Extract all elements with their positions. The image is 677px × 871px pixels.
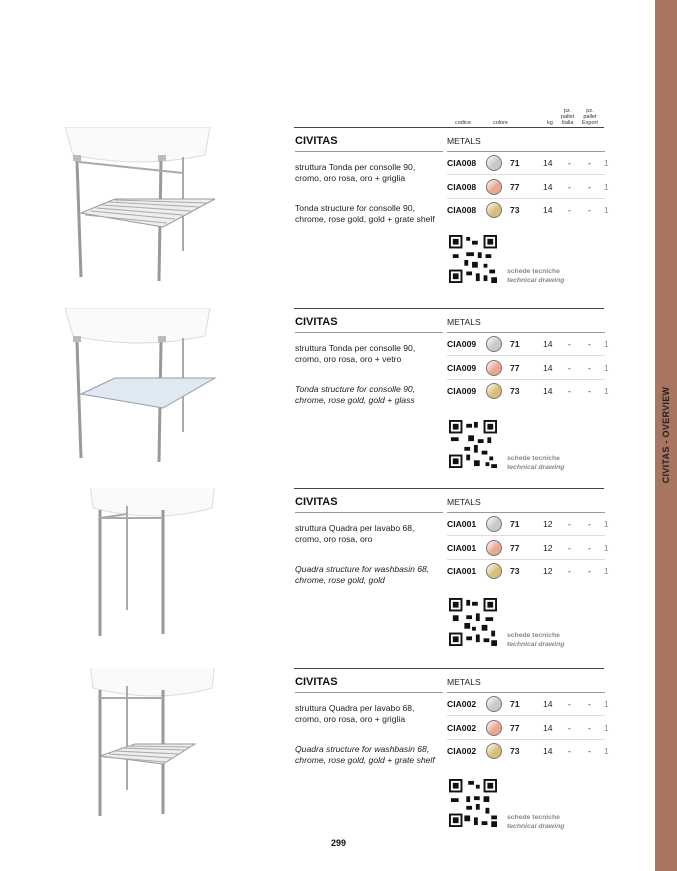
description-italian: struttura Quadra per lavabo 68, cromo, oro rosa, oro	[295, 523, 415, 544]
header-pallet-export: pz. pallet Export	[582, 108, 598, 126]
color-swatch-gold	[486, 743, 502, 759]
metals-divider	[447, 512, 605, 513]
pallet-italia: -	[568, 182, 571, 192]
color-swatch-gold	[486, 383, 502, 399]
product-image-square-grate	[55, 668, 225, 838]
pallet-export: -	[588, 746, 591, 756]
pallet-italia: -	[568, 723, 571, 733]
header-codice: codice	[455, 120, 471, 126]
table-row	[447, 200, 612, 220]
pallet-italia: -	[568, 699, 571, 709]
item-code: CIA001	[447, 566, 477, 576]
pallet-export: -	[588, 339, 591, 349]
color-code: 71	[510, 699, 520, 709]
color-code: 73	[510, 386, 520, 396]
title-divider	[295, 151, 443, 152]
product-block	[0, 127, 655, 307]
table-row	[447, 381, 612, 401]
product-title: CIVITAS	[295, 135, 338, 147]
section-divider	[294, 668, 604, 669]
item-code: CIA002	[447, 746, 477, 756]
product-title: CIVITAS	[295, 676, 338, 688]
color-swatch-gold	[486, 563, 502, 579]
cut-value: 1	[604, 182, 609, 192]
description-english: Tonda structure for consolle 90, chrome, rose gold, gold + glass	[295, 384, 416, 405]
table-row	[447, 358, 612, 378]
row-divider	[447, 379, 605, 380]
metals-divider	[447, 332, 605, 333]
pallet-export: -	[588, 363, 591, 373]
color-code: 77	[510, 363, 520, 373]
product-title: CIVITAS	[295, 496, 338, 508]
metals-divider	[447, 692, 605, 693]
header-pallet-italia: pz. pallet Italia	[561, 108, 575, 126]
title-divider	[295, 512, 443, 513]
row-divider	[447, 174, 605, 175]
weight-kg: 12	[543, 519, 553, 529]
item-code: CIA009	[447, 339, 477, 349]
metals-divider	[447, 151, 605, 152]
description-english: Tonda structure for consolle 90, chrome, rose gold, gold + grate shelf	[295, 203, 435, 224]
pallet-export: -	[588, 386, 591, 396]
table-row	[447, 177, 612, 197]
metals-label: METALS	[447, 497, 481, 507]
item-code: CIA008	[447, 182, 477, 192]
row-divider	[447, 535, 605, 536]
item-code: CIA009	[447, 386, 477, 396]
color-swatch-chrome	[486, 516, 502, 532]
pallet-export: -	[588, 723, 591, 733]
color-code: 77	[510, 182, 520, 192]
sidebar-label: CIVITAS - OVERVIEW	[661, 386, 671, 484]
pallet-export: -	[588, 205, 591, 215]
pallet-italia: -	[568, 519, 571, 529]
pallet-export: -	[588, 699, 591, 709]
product-block	[0, 668, 655, 848]
metals-label: METALS	[447, 317, 481, 327]
weight-kg: 12	[543, 566, 553, 576]
color-code: 73	[510, 205, 520, 215]
pallet-export: -	[588, 158, 591, 168]
cut-value: 1	[604, 519, 609, 529]
qr-caption: schede tecniche technical drawing	[507, 268, 565, 284]
description-italian: struttura Tonda per consolle 90, cromo, oro rosa, oro + griglia	[295, 162, 416, 183]
cut-value: 1	[604, 566, 609, 576]
color-swatch-rose-gold	[486, 179, 502, 195]
cut-value: 1	[604, 746, 609, 756]
pallet-italia: -	[568, 205, 571, 215]
item-code: CIA009	[447, 363, 477, 373]
description-english: Quadra structure for washbasin 68, chrome, rose gold, gold + grate shelf	[295, 744, 435, 765]
row-divider	[447, 739, 605, 740]
header-colore: colore	[493, 120, 508, 126]
weight-kg: 14	[543, 182, 553, 192]
pallet-italia: -	[568, 363, 571, 373]
qr-caption: schede tecniche technical drawing	[507, 632, 565, 648]
product-image-round-grate	[55, 127, 225, 297]
title-divider	[295, 332, 443, 333]
item-code: CIA001	[447, 543, 477, 553]
cut-value: 1	[604, 386, 609, 396]
cut-value: 1	[604, 699, 609, 709]
pallet-italia: -	[568, 158, 571, 168]
product-block	[0, 308, 655, 488]
color-swatch-chrome	[486, 336, 502, 352]
table-row	[447, 741, 612, 761]
pallet-export: -	[588, 566, 591, 576]
color-swatch-chrome	[486, 696, 502, 712]
weight-kg: 14	[543, 723, 553, 733]
cut-value: 1	[604, 723, 609, 733]
table-row	[447, 538, 612, 558]
product-block	[0, 488, 655, 668]
item-code: CIA002	[447, 699, 477, 709]
table-row	[447, 514, 612, 534]
section-divider	[294, 127, 604, 128]
section-divider	[294, 488, 604, 489]
description-english: Quadra structure for washbasin 68, chrome, rose gold, gold	[295, 564, 430, 585]
pallet-export: -	[588, 182, 591, 192]
qr-caption: schede tecniche technical drawing	[507, 455, 565, 471]
pallet-export: -	[588, 543, 591, 553]
color-swatch-rose-gold	[486, 540, 502, 556]
cut-value: 1	[604, 158, 609, 168]
product-title: CIVITAS	[295, 316, 338, 328]
table-row	[447, 718, 612, 738]
description-italian: struttura Quadra per lavabo 68, cromo, oro rosa, oro + griglia	[295, 703, 415, 724]
product-image-round-glass	[55, 308, 225, 478]
color-code: 71	[510, 519, 520, 529]
table-row	[447, 694, 612, 714]
row-divider	[447, 355, 605, 356]
color-code: 73	[510, 746, 520, 756]
color-swatch-rose-gold	[486, 360, 502, 376]
table-headers	[440, 100, 610, 128]
weight-kg: 12	[543, 543, 553, 553]
table-row	[447, 153, 612, 173]
header-kg: kg	[547, 120, 553, 126]
pallet-italia: -	[568, 386, 571, 396]
item-code: CIA008	[447, 205, 477, 215]
description-italian: struttura Tonda per consolle 90, cromo, oro rosa, oro + vetro	[295, 343, 416, 364]
metals-label: METALS	[447, 677, 481, 687]
qr-code-icon[interactable]	[449, 235, 497, 283]
row-divider	[447, 715, 605, 716]
cut-value: 1	[604, 205, 609, 215]
row-divider	[447, 559, 605, 560]
item-code: CIA002	[447, 723, 477, 733]
color-swatch-chrome	[486, 155, 502, 171]
table-row	[447, 561, 612, 581]
pallet-export: -	[588, 519, 591, 529]
pallet-italia: -	[568, 746, 571, 756]
color-code: 71	[510, 339, 520, 349]
cut-value: 1	[604, 363, 609, 373]
weight-kg: 14	[543, 699, 553, 709]
cut-value: 1	[604, 543, 609, 553]
pallet-italia: -	[568, 339, 571, 349]
title-divider	[295, 692, 443, 693]
color-code: 71	[510, 158, 520, 168]
section-divider	[294, 308, 604, 309]
weight-kg: 14	[543, 158, 553, 168]
color-swatch-gold	[486, 202, 502, 218]
weight-kg: 14	[543, 339, 553, 349]
qr-caption: schede tecniche technical drawing	[507, 814, 565, 830]
pallet-italia: -	[568, 566, 571, 576]
weight-kg: 14	[543, 746, 553, 756]
product-image-square	[55, 488, 225, 658]
color-swatch-rose-gold	[486, 720, 502, 736]
metals-label: METALS	[447, 136, 481, 146]
item-code: CIA008	[447, 158, 477, 168]
table-row	[447, 334, 612, 354]
color-code: 73	[510, 566, 520, 576]
cut-value: 1	[604, 339, 609, 349]
weight-kg: 14	[543, 363, 553, 373]
qr-code-icon[interactable]	[449, 779, 497, 827]
page-number: 299	[331, 838, 347, 848]
weight-kg: 14	[543, 205, 553, 215]
row-divider	[447, 198, 605, 199]
qr-code-icon[interactable]	[449, 420, 497, 468]
pallet-italia: -	[568, 543, 571, 553]
color-code: 77	[510, 723, 520, 733]
item-code: CIA001	[447, 519, 477, 529]
weight-kg: 14	[543, 386, 553, 396]
qr-code-icon[interactable]	[449, 598, 497, 646]
color-code: 77	[510, 543, 520, 553]
